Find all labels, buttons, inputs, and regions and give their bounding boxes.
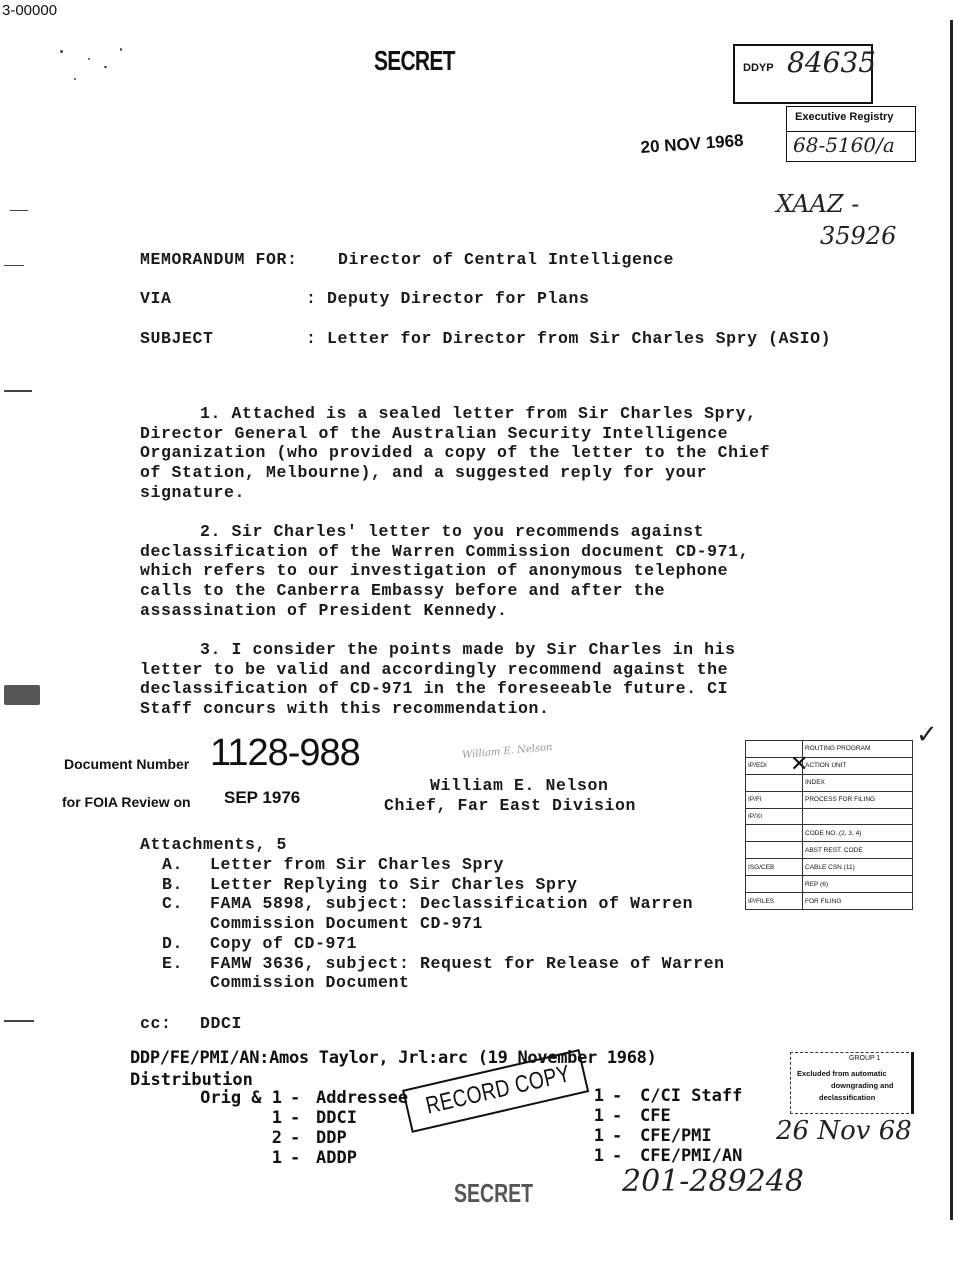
routing-row xyxy=(746,859,913,876)
document-id-prefix: DDYP xyxy=(743,62,774,74)
check-mark: ✓ xyxy=(916,720,938,750)
distribution-recipient: ADDP xyxy=(316,1148,357,1168)
routing-row xyxy=(746,774,913,791)
routing-right-cell: REP (6) xyxy=(803,876,913,893)
attachment-letter: A. xyxy=(162,855,184,874)
foia-document-number-label: Document Number xyxy=(64,756,190,772)
originator-line: DDP/FE/PMI/AN:Amos Taylor, Jrl:arc (19 November 1968) xyxy=(130,1048,657,1068)
handwritten-reference-line1: XAAZ - xyxy=(776,190,860,218)
attachment-text: FAMW 3636, subject: Request for Release of Warren xyxy=(210,953,725,973)
routing-left-cell xyxy=(746,842,803,859)
distribution-recipient: CFE/PMI/AN xyxy=(640,1146,743,1166)
routing-row xyxy=(746,808,913,825)
distribution-qty: 1 xyxy=(593,1086,604,1106)
executive-registry-label: Executive Registry xyxy=(795,111,894,123)
attachment-letter: D. xyxy=(162,933,184,953)
distribution-qty: 1 xyxy=(593,1106,604,1126)
attachment-text: Letter from Sir Charles Spry xyxy=(210,855,505,874)
distribution-dash: - xyxy=(612,1086,623,1106)
via-label: VIA xyxy=(140,289,172,308)
distribution-dash: - xyxy=(290,1088,301,1108)
attachment-text: Copy of CD-971 xyxy=(210,933,358,953)
downgrade-line4: declassification xyxy=(819,1093,876,1102)
foia-review-label: for FOIA Review on xyxy=(62,794,191,810)
classification-top: SECRET xyxy=(374,45,455,76)
routing-right-cell xyxy=(803,808,913,825)
routing-right-cell: ACTION UNIT xyxy=(803,757,913,774)
document-id-number: 84635 xyxy=(787,46,877,79)
distribution-label: Distribution xyxy=(130,1070,253,1090)
distribution-recipient: Addressee xyxy=(316,1088,409,1108)
distribution-qty: 2 xyxy=(271,1128,282,1148)
subject-value: : Letter for Director from Sir Charles Spry (ASIO) xyxy=(306,329,832,348)
record-copy-text: RECORD COPY xyxy=(423,1060,573,1120)
document-id-stamp xyxy=(733,44,877,104)
page-reference: 3-00000 xyxy=(2,2,58,19)
routing-left-cell xyxy=(746,876,803,893)
routing-right-cell: PROCESS FOR FILING xyxy=(803,791,913,808)
via-value: : Deputy Director for Plans xyxy=(306,289,590,308)
routing-left-cell: IP/FI xyxy=(746,791,803,808)
attachment-text: FAMA 5898, subject: Declassification of Warren xyxy=(210,894,694,914)
routing-right-cell: CODE NO. (2, 3, 4) xyxy=(803,825,913,842)
distribution-qty: 1 xyxy=(271,1108,282,1128)
routing-left-cell: IP/XI xyxy=(746,808,803,825)
routing-row xyxy=(746,741,913,758)
memo-for-value: Director of Central Intelligence xyxy=(338,250,675,269)
routing-row xyxy=(746,825,913,842)
downgrade-line1: GROUP 1 xyxy=(849,1055,881,1062)
paragraph-1: 1. Attached is a sealed letter from Sir Charles Spry, Director General of the Australian Security Intelligence Organization (who provided a copy of the letter to the Chief of Station, Melbourne), and a suggested reply for your signature. xyxy=(140,404,771,502)
distribution-qty: 1 xyxy=(271,1148,282,1168)
attachment-letter: B. xyxy=(162,874,184,894)
scan-edge-line xyxy=(950,20,953,1220)
handwritten-file-number: 201-289248 xyxy=(622,1164,804,1199)
attachment-letter: E. xyxy=(162,953,184,973)
foia-review-date: SEP 1976 xyxy=(224,788,301,807)
handwritten-reference-line2: 35926 xyxy=(820,222,897,250)
routing-left-cell xyxy=(746,825,803,842)
routing-left-cell: ISG/CEB xyxy=(746,859,803,876)
executive-registry-number: 68-5160/a xyxy=(793,133,895,157)
routing-left-cell: IP/FILES xyxy=(746,893,803,910)
cc-label: cc: xyxy=(140,1014,172,1033)
routing-right-cell: CABLE CSN (11) xyxy=(803,859,913,876)
attachments-label: Attachments, 5 xyxy=(140,835,288,854)
signature-faint: William E. Nelson xyxy=(461,742,553,761)
date-stamp: 20 NOV 1968 xyxy=(640,130,745,157)
distribution-dash: - xyxy=(290,1128,301,1148)
distribution-dash: - xyxy=(612,1106,623,1126)
routing-table xyxy=(745,740,913,910)
signatory-title: Chief, Far East Division xyxy=(384,796,637,815)
attachment-text: Letter Replying to Sir Charles Spry xyxy=(210,874,578,894)
distribution-qty: Orig & 1 xyxy=(200,1088,282,1108)
executive-registry-stamp xyxy=(786,106,916,162)
signatory-name: William E. Nelson xyxy=(430,776,609,795)
routing-row xyxy=(746,757,913,774)
downgrade-line3: downgrading and xyxy=(831,1081,894,1090)
routing-right-cell: ROUTING PROGRAM xyxy=(803,741,913,758)
distribution-dash: - xyxy=(290,1148,301,1168)
attachment-text-continued: Commission Document xyxy=(210,973,410,993)
distribution-dash: - xyxy=(612,1146,623,1166)
downgrade-line2: Excluded from automatic xyxy=(797,1069,887,1078)
distribution-dash: - xyxy=(290,1108,301,1128)
routing-row xyxy=(746,893,913,910)
distribution-recipient: CFE xyxy=(640,1106,671,1126)
classification-bottom: SECRET xyxy=(454,1178,534,1208)
distribution-recipient: C/CI Staff xyxy=(640,1086,743,1106)
distribution-dash: - xyxy=(612,1126,623,1146)
paragraph-3: 3. I consider the points made by Sir Charles in his letter to be valid and accordingly recommend against the declassification of CD-971 in the foreseeable future. CI Staff concurs with this recommendation. xyxy=(140,640,736,719)
distribution-recipient: DDCI xyxy=(316,1108,357,1128)
routing-row xyxy=(746,876,913,893)
downgrade-stamp xyxy=(790,1052,914,1114)
memo-for-label: MEMORANDUM FOR: xyxy=(140,250,298,269)
distribution-recipient: CFE/PMI xyxy=(640,1126,712,1146)
routing-right-cell: FOR FILING xyxy=(803,893,913,910)
subject-label: SUBJECT xyxy=(140,329,214,348)
routing-row xyxy=(746,842,913,859)
distribution-qty: 1 xyxy=(593,1146,604,1166)
distribution-recipient: DDP xyxy=(316,1128,347,1148)
routing-right-cell: INDEX xyxy=(803,774,913,791)
foia-document-number: 1128-988 xyxy=(210,732,360,774)
routing-left-cell: IP/EDI xyxy=(746,757,803,774)
paragraph-2: 2. Sir Charles' letter to you recommends against declassification of the Warren Commission document CD-971, which refers to our investigation of anonymous telephone calls to the Canberra Embassy before and after the assassination of President Kennedy. xyxy=(140,522,750,620)
attachment-letter: C. xyxy=(162,894,184,914)
routing-right-cell: ABST REST. CODE xyxy=(803,842,913,859)
cc-value: DDCI xyxy=(200,1014,243,1033)
routing-x-mark: ✕ xyxy=(790,752,809,777)
distribution-qty: 1 xyxy=(593,1126,604,1146)
attachment-text-continued: Commission Document CD-971 xyxy=(210,914,484,934)
handwritten-date: 26 Nov 68 xyxy=(776,1116,912,1146)
routing-row xyxy=(746,791,913,808)
